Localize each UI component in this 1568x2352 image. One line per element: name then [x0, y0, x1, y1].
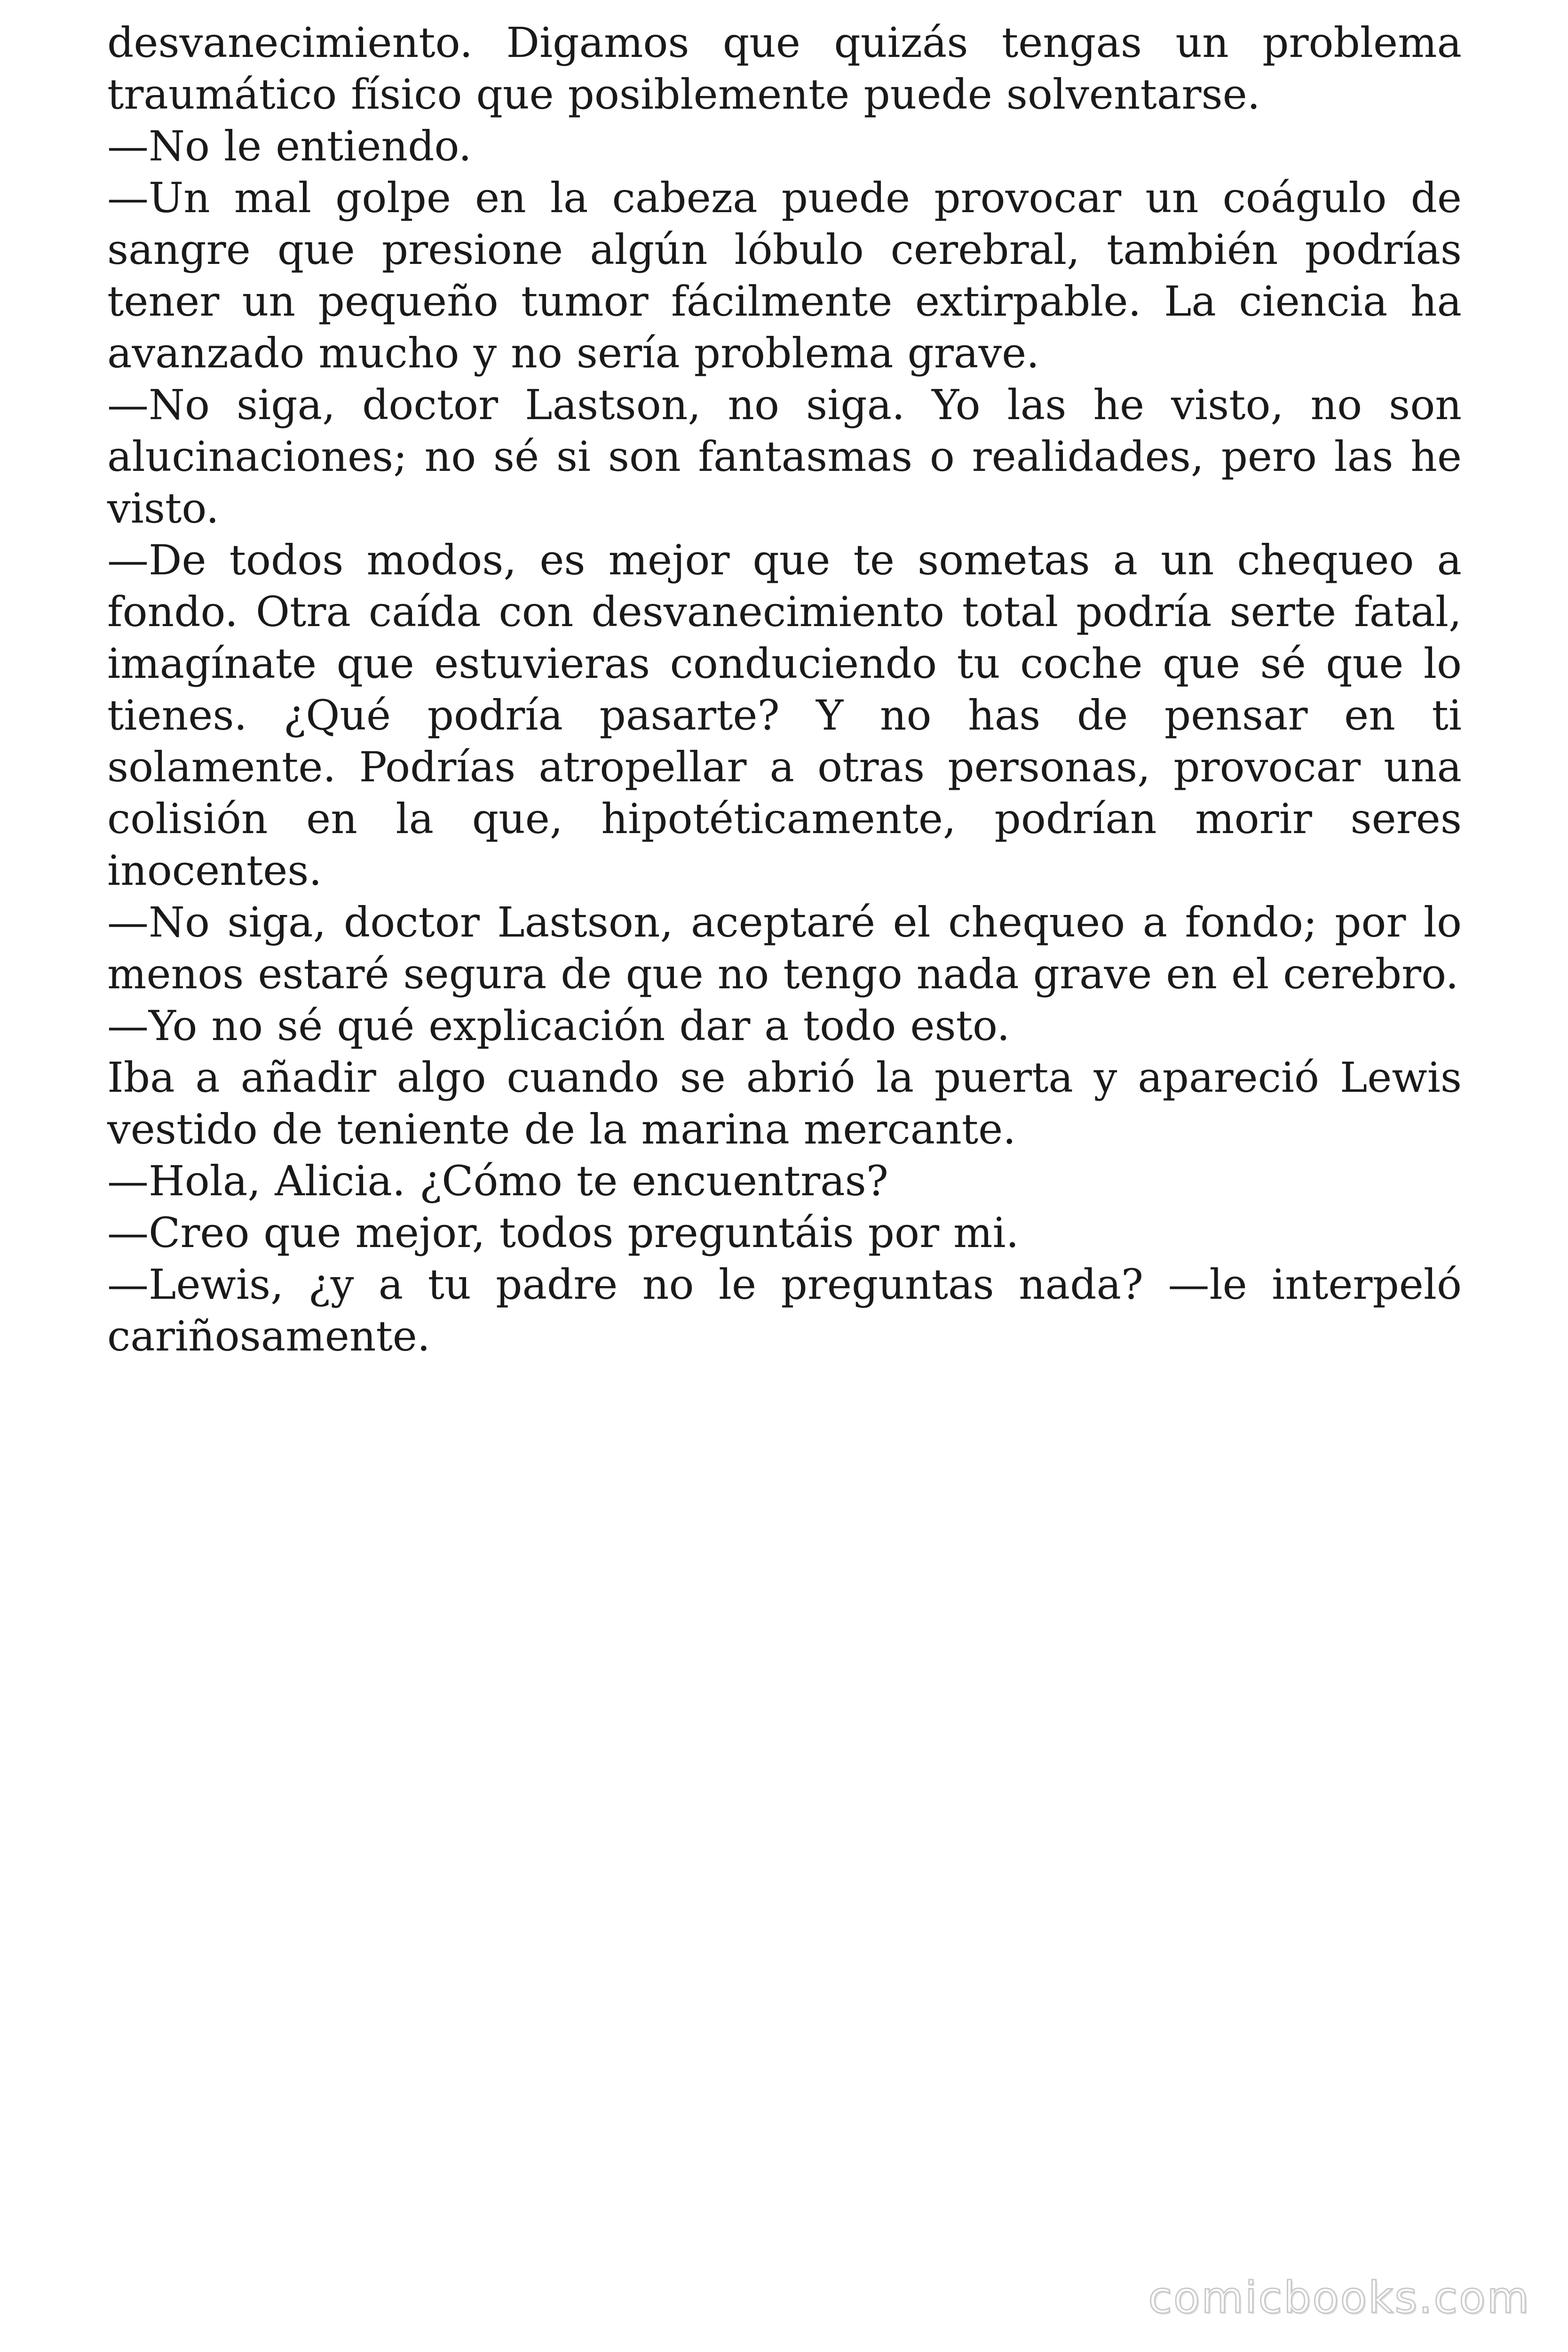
paragraph: —No siga, doctor Lastson, no siga. Yo las he visto, no son alucinaciones; no sé si son fantasmas o realidades, pero las he visto.	[107, 381, 1462, 532]
watermark: comicbooks.com	[1148, 2273, 1530, 2323]
paragraph: —De todos modos, es mejor que te sometas a un chequeo a fondo. Otra caída con desvanecimiento total podría serte fatal, imagínate que estuvieras conduciendo tu coche que sé que lo tienes. ¿Qué podría pasarte? Y no has de pensar en ti solamente. Podrías atropellar a otras personas, provocar una colisión en la que, hipotéticamente, podrían morir seres inocentes.	[107, 536, 1462, 895]
paragraph: desvanecimiento. Digamos que quizás tengas un problema traumático físico que posiblemente puede solventarse.	[107, 18, 1462, 119]
paragraph: —No le entiendo.	[107, 122, 472, 170]
paragraph: Iba a añadir algo cuando se abrió la puerta y apareció Lewis vestido de teniente de la marina mercante.	[107, 1053, 1462, 1153]
paragraph: —Creo que mejor, todos preguntáis por mi.	[107, 1208, 1019, 1257]
page-text	[107, 17, 1462, 1362]
paragraph: —Yo no sé qué explicación dar a todo esto.	[107, 1001, 1010, 1050]
paragraph: —Lewis, ¿y a tu padre no le preguntas nada? —le interpeló cariñosamente.	[107, 1260, 1462, 1360]
paragraph: —No siga, doctor Lastson, aceptaré el chequeo a fondo; por lo menos estaré segura de que no tengo nada grave en el cerebro.	[107, 898, 1462, 998]
paragraph: —Un mal golpe en la cabeza puede provocar un coágulo de sangre que presione algún lóbulo cerebral, también podrías tener un pequeño tumor fácilmente extirpable. La ciencia ha avanzado mucho y no sería problema grave.	[107, 174, 1462, 377]
paragraph: —Hola, Alicia. ¿Cómo te encuentras?	[107, 1157, 888, 1205]
